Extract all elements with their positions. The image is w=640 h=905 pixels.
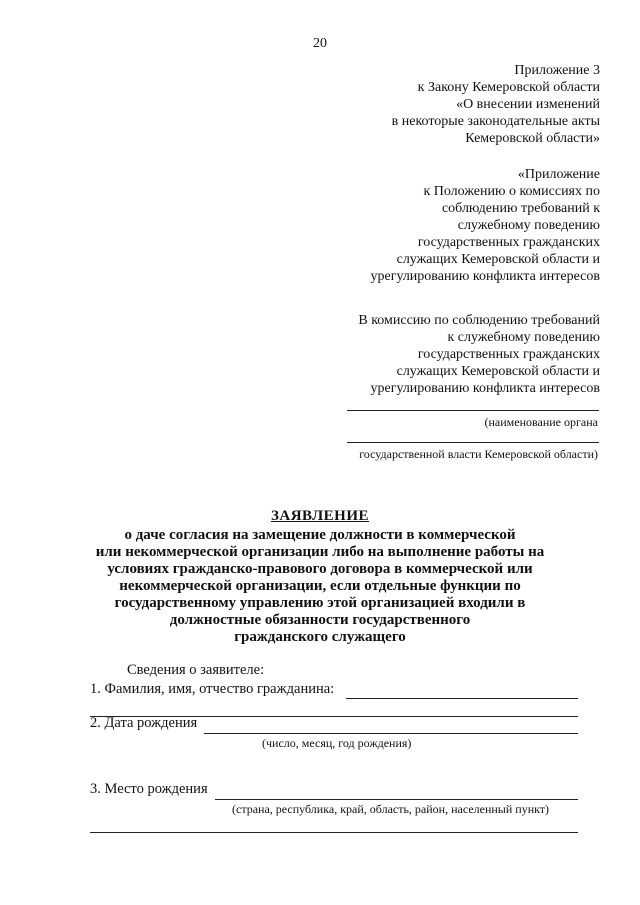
full-name-field[interactable]	[346, 698, 578, 699]
statement-heading: ЗАЯВЛЕНИЕ	[270, 508, 370, 524]
statement-subtitle-line: государственному управлению этой организацией входили в	[114, 595, 526, 611]
birth-date-field[interactable]	[204, 733, 578, 734]
organ-name-caption-2: государственной власти Кемеровской области)	[359, 447, 598, 461]
statement-subtitle-line: некоммерческой организации, если отдельные функции по	[119, 578, 521, 594]
regulation-line: служебному поведению	[457, 218, 600, 233]
statement-subtitle-line: о даче согласия на замещение должности в коммерческой	[124, 527, 516, 543]
addressee-line: к служебному поведению	[447, 330, 600, 345]
appendix-line: Кемеровской области»	[465, 131, 600, 146]
regulation-line: урегулированию конфликта интересов	[370, 269, 600, 284]
birth-place-field-continued[interactable]	[90, 832, 578, 833]
appendix-line: в некоторые законодательные акты	[391, 114, 600, 129]
appendix-header	[392, 62, 600, 147]
birth-place-caption: (страна, республика, край, область, район, населенный пункт)	[232, 802, 550, 816]
appendix-line: «О внесении изменений	[456, 97, 600, 112]
statement-subtitle-line: условиях гражданско-правового договора в коммерческой или	[107, 561, 533, 577]
organ-name-blank-2[interactable]	[347, 442, 599, 443]
addressee-line: служащих Кемеровской области и	[396, 364, 600, 379]
page-number: 20	[313, 36, 327, 51]
addressee-line: урегулированию конфликта интересов	[370, 381, 600, 396]
regulation-line: соблюдению требований к	[441, 201, 600, 216]
applicant-info-label: Сведения о заявителе:	[127, 662, 265, 678]
regulation-line: «Приложение	[517, 167, 600, 182]
regulation-line: служащих Кемеровской области и	[396, 252, 600, 267]
appendix-line: Приложение 3	[514, 63, 600, 78]
regulation-line: к Положению о комиссиях по	[423, 184, 600, 199]
statement-subtitle-line: гражданского служащего	[234, 629, 406, 645]
regulation-appendix-header	[370, 166, 600, 285]
organ-name-blank[interactable]	[347, 410, 599, 411]
birth-date-label: 2. Дата рождения	[90, 715, 198, 731]
birth-place-field[interactable]	[215, 799, 578, 800]
addressee-line: В комиссию по соблюдению требований	[358, 313, 600, 328]
organ-name-caption: (наименование органа	[484, 415, 598, 429]
statement-subtitle-line: должностные обязанности государственного	[169, 612, 471, 628]
statement-subtitle-line: или некоммерческой организации либо на выполнение работы на	[95, 544, 545, 560]
regulation-line: государственных гражданских	[417, 235, 600, 250]
full-name-label: 1. Фамилия, имя, отчество гражданина:	[90, 681, 335, 697]
addressee-line: государственных гражданских	[417, 347, 600, 362]
addressee-block	[358, 312, 600, 397]
birth-place-label: 3. Место рождения	[90, 781, 208, 797]
birth-date-caption: (число, месяц, год рождения)	[262, 736, 412, 750]
appendix-line: к Закону Кемеровской области	[417, 80, 600, 95]
statement-title	[0, 508, 640, 646]
